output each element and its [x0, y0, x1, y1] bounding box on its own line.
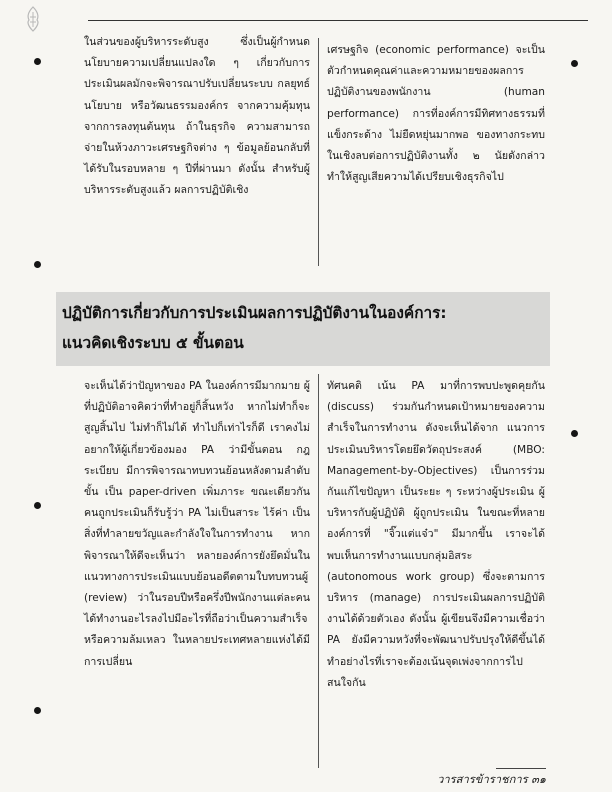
column-divider: [318, 38, 319, 266]
section-heading-line-1: ปฏิบัติการเกี่ยวกับการประเมินผลการปฏิบัติงานในองค์การ:: [62, 304, 447, 322]
bottom-left-paragraph: จะเห็นได้ว่าปัญหาของ PA ในองค์การมีมากมาย ผู้ที่ปฏิบัติอาจคิดว่าที่ทำอยู่ก็สิ้นหวัง หากไม่ทำก็จะสูญสิ้นไป ไม่ทำก็ไม่ได้ ทำไปก็เท่าไรก็ดี เราคงไม่อยากให้ผู้เกี่ยวข้องมอง PA ว่ามีขั้นตอน กฎระเบียบ มีการพิจารณาทบทวนย้อนหลังตามลำดับขั้น เป็น paper-driven เพิ่มภาระ ขณะเดียวกัน คนถูกประเมินก็รับรู้ว่า PA ไม่เป็นสาระ ไร้ค่า เป็นสิ่งที่ทำลายขวัญและกำลังใจในการทำงาน หากพิจารณาให้ดีจะเห็นว่า หลายองค์การยังยึดมั่นในแนวทางการประเมินแบบย้อนอดีตตามใบทบทวนผู้ (review) ว่าในรอบปีหรือครึ่งปีพนักงานแต่ละคนได้ทำงานอะไรลงไปมีอะไรที่ถือว่าเป็นความสำเร็จหรือความล้มเหลว ในหลายประเทศหลายแห่งได้มีการเปลี่ยน: [84, 380, 310, 668]
footer-rule: [496, 768, 546, 769]
top-right-paragraph: เศรษฐกิจ (economic performance) จะเป็นตัวกำหนดคุณค่าและความหมายของผลการปฏิบัติงานของพนักงาน (human performance) การที่องค์การมีทิศทางธรรมที่แข็งกระด้าง ไม่ยืดหยุ่นมากพอ ของทางกระทบในเชิงลบต่อการปฏิบัติงานทั้ง ๒ นัยดังกล่าวทำให้สูญเสียความได้เปรียบเชิงธุรกิจไป: [327, 44, 545, 184]
header-rule: [88, 20, 588, 21]
page-number: ๓๑: [531, 773, 546, 786]
top-left-paragraph: ในส่วนของผู้บริหารระดับสูง ซึ่งเป็นผู้กำหนดนโยบายความเปลี่ยนแปลงใด ๆ เกี่ยวกับการประเมินผลมักจะพิจารณาปรับเปลี่ยนระบบ กลยุทธ์ นโยบาย หรือวัฒนธรรมองค์กร จากความคุ้มทุนจากการลงทุนต้นทุน ถ้าในธุรกิจ ความสามารถจ่ายในห้วงภาวะเศรษฐกิจต่าง ๆ ข้อมูลย้อนกลับที่ได้รับในรอบหลาย ๆ ปีที่ผ่านมา ดังนั้น สำหรับผู้บริหารระดับสูงแล้ว ผลการปฏิบัติเชิง: [84, 36, 310, 197]
bottom-right-column: [327, 376, 545, 694]
punch-hole-mark: [34, 58, 41, 65]
punch-hole-mark: [34, 502, 41, 509]
punch-hole-mark: [571, 430, 578, 437]
bottom-left-column: [84, 376, 310, 673]
punch-hole-mark: [34, 261, 41, 268]
punch-hole-mark: [571, 60, 578, 67]
seal-icon: [24, 6, 42, 32]
section-heading-line-2: แนวคิดเชิงระบบ ๕ ขั้นตอน: [62, 334, 244, 352]
column-divider: [318, 374, 319, 768]
publication-name: วารสารข้าราชการ: [437, 773, 528, 786]
page-footer: [422, 770, 546, 788]
top-right-column: [327, 40, 545, 188]
punch-hole-mark: [34, 707, 41, 714]
section-heading: [62, 298, 546, 358]
section-heading-banner: [56, 292, 550, 366]
bottom-right-paragraph: ทัศนคติ เน้น PA มาที่การพบปะพูดคุยกัน (discuss) ร่วมกันกำหนดเป้าหมายของความสำเร็จในการทำงาน ดังจะเห็นได้จาก แนวการประเมินบริหารโดยยึดวัตถุประสงค์ (MBO: Management-by-Objectives) เป็นการร่วมกันแก้ไขปัญหา เป็นระยะ ๆ ระหว่างผู้ประเมิน ผู้บริหารกับผู้ปฏิบัติ ผู้ถูกประเมิน ในขณะที่หลายองค์การที่ "จิ๊วแต่แจ๋ว" มีมากขึ้น เราจะได้พบเห็นการทำงานแบบกลุ่มอิสระ (autonomous work group) ซึ่งจะตามการบริหาร (manage) การประเมินผลการปฏิบัติงานได้ด้วยตัวเอง ดังนั้น ผู้เขียนจึงมีความเชื่อว่า PA ยังมีความหวังที่จะพัฒนาปรับปรุงให้ดีขึ้นได้ ทำอย่างไรที่เราจะต้องเน้นจุดเพ่งจากการไปสนใจกัน: [327, 380, 545, 689]
top-left-column: [84, 32, 310, 202]
